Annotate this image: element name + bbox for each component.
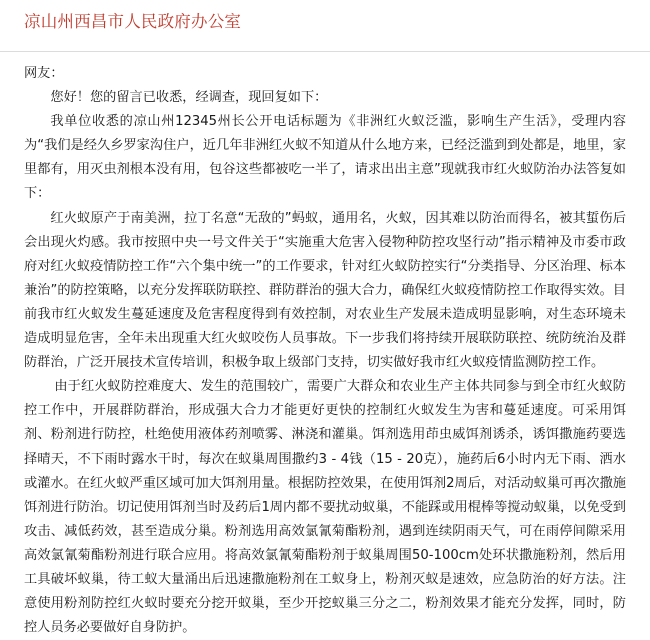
- reply-paragraph-request: 我单位收悉的凉山州12345州长公开电话标题为《非洲红火蚁泛滥，影响生产生活》，受理内容为“我们是经久乡罗家沟住户，近几年非洲红火蚁不知道从什么地方来，已经泛滥到到处都是，地里，家里都有，用灭虫剂根本没有用，包谷这些都被吃一半了，请求出出主意”现就我市红火蚁防治办法答复如下：: [24, 114, 626, 202]
- department-title: 凉山州西昌市人民政府办公室: [24, 12, 242, 31]
- page-header: [0, 0, 650, 52]
- reply-body: [0, 52, 650, 640]
- reply-paragraph-methods: 由于红火蚁防控难度大、发生的范围较广，需要广大群众和农业生产主体共同参与到全市红火蚁防控工作中，开展群防群治，形成强大合力才能更好更快的控制红火蚁发生为害和蔓延速度。可采用饵剂、粉剂进行防控，杜绝使用液体药剂喷雾、淋浇和灌巢。饵剂选用茚虫威饵剂诱杀，诱饵撒施药要选择晴天，不下雨时露水干时，每次在蚁巢周围撒约3 - 4钱（15 - 20克），施药后6小时内无下雨、洒水或灌水。在红火蚁严重区域可加大饵剂用量。根据防控效果，在使用饵剂2周后，对活动蚁巢可再次撒施饵剂进行防治。切记使用饵剂当时及药后1周内都不要扰动蚁巢，不能踩或用棍棒等搅动蚁巢，以免受到攻击、减低药效，甚至造成分巢。粉剂选用高效氯氰菊酯粉剂，遇到连续阴雨天气，可在雨停间隙采用高效氯氰菊酯粉剂进行联合应用。将高效氯氰菊酯粉剂于蚁巢周围50-100cm处环状撒施粉剂，然后用工具破坏蚁巢，待工蚁大量涌出后迅速撒施粉剂在工蚁身上，粉剂灭蚁是速效，应急防治的好方法。注意使用粉剂防控红火蚁时要充分挖开蚁巢，至少开挖蚁巢三分之二，粉剂效果才能充分发挥，同时，防控人员务必要做好自身防护。: [24, 379, 626, 636]
- reply-paragraph-background: 红火蚁原产于南美洲，拉丁名意“无敌的”蚂蚁，通用名，火蚁，因其难以防治而得名，被其蜇伤后会出现火灼感。我市按照中央一号文件关于“实施重大危害入侵物种防控攻坚行动”指示精神及市委市政府对红火蚁疫情防控工作“六个集中统一”的工作要求，针对红火蚁防控实行“分类指导、分区治理、标本兼治”的防控策略，以充分发挥联防联控、群防群治的强大合力，确保红火蚁疫情防控工作取得实效。目前我市红火蚁发生蔓延速度及危害程度得到有效控制，对农业生产发展未造成明显影响，对生态环境未造成明显危害，全年未出现重大红火蚁咬伤人员事故。下一步我们将持续开展联防联控、统防统治及群防群治，广泛开展技术宣传培训，积极争取上级部门支持，切实做好我市红火蚁疫情监测防控工作。: [24, 210, 626, 371]
- salutation: 网友：: [24, 66, 64, 81]
- reply-paragraph-intro: 您好！您的留言已收悉，经调查，现回复如下：: [50, 90, 328, 106]
